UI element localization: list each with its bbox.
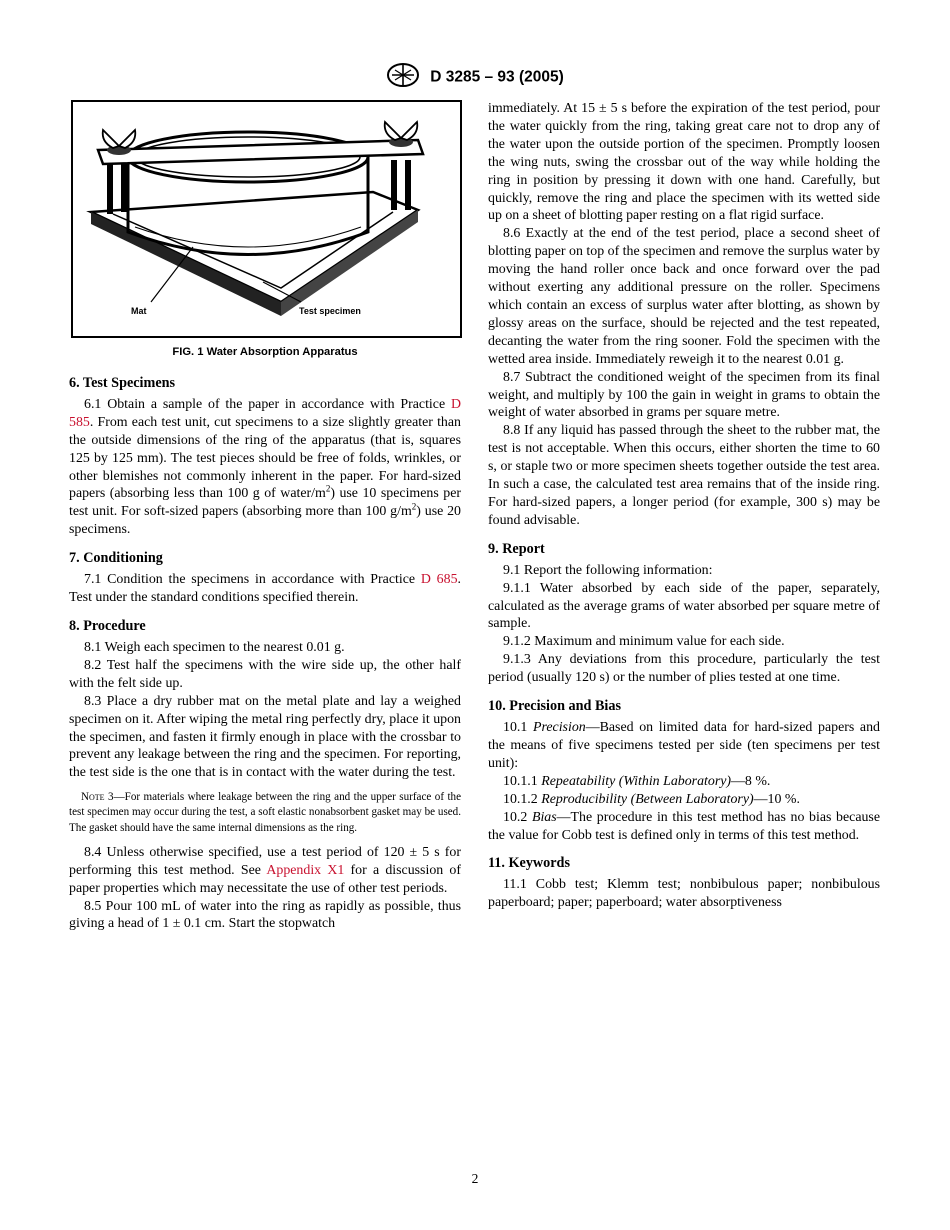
left-wing-nut-icon: [103, 130, 136, 155]
page-header: [0, 62, 950, 93]
right-column: [488, 100, 880, 912]
astm-logo-icon: [386, 62, 420, 93]
d685-link[interactable]: D 685: [420, 572, 458, 588]
paragraph-9-1-2: 9.1.2 Maximum and minimum value for each side.: [503, 634, 785, 650]
d585-link[interactable]: D 585: [69, 396, 461, 430]
paragraph-8-1: 8.1 Weigh each specimen to the nearest 0.01 g.: [84, 639, 345, 655]
right-wing-nut-icon: [385, 122, 418, 147]
paragraph-8-2: 8.2 Test half the specimens with the wire side up, the other half with the felt side up.: [69, 657, 461, 691]
paragraph-8-3: 8.3 Place a dry rubber mat on the metal plate and lay a weighed specimen on it. After wiping the metal ring perfectly dry, place it upon the specimen, and fasten it firmly enough in place with the crossbar to prevent any leakage between the ring and the specimen. For reporting, the test side is the one that is in contact with the water during the test.: [69, 693, 461, 781]
water-absorption-apparatus-illustration: [73, 102, 460, 336]
section-6-heading: 6. Test Specimens: [69, 374, 176, 391]
section-8-heading: 8. Procedure: [69, 617, 146, 634]
mat-label: Mat: [131, 306, 147, 316]
figure-caption: FIG. 1 Water Absorption Apparatus: [172, 346, 358, 358]
paragraph-9-1: 9.1 Report the following information:: [503, 562, 713, 578]
paragraph-11-1: 11.1 Cobb test; Klemm test; nonbibulous paper; nonbibulous paperboard; paper; paperboard; water absorptiveness: [488, 877, 880, 911]
page-number: 2: [471, 1171, 479, 1186]
paragraph-8-8: 8.8 If any liquid has passed through the sheet to the rubber mat, the test is not acceptable. When this occurs, either shorten the time to 60 s, or staple two or more specimen sheets together outside the test area. In such a case, the calculated test area remains that of the inside ring. For hard-sized papers, a longer period (for example, 300 s) may be found advisable.: [488, 423, 880, 528]
apparatus-figure: [71, 100, 462, 338]
appendix-x1-link[interactable]: Appendix X1: [266, 862, 345, 878]
section-10-heading: 10. Precision and Bias: [488, 698, 621, 715]
left-column: [69, 100, 461, 933]
test-specimen-label: Test specimen: [299, 306, 361, 316]
paragraph-10-1-2: 10.1.2 Reproducibility (Between Laboratory)—10 %.: [503, 791, 800, 807]
section-7-heading: 7. Conditioning: [69, 550, 163, 567]
paragraph-10-1: 10.1 Precision—Based on limited data for hard-sized papers and the means of five specimens tested per side (ten specimens per test unit):: [488, 720, 880, 771]
paragraph-10-1-1: 10.1.1 Repeatability (Within Laboratory)—8 %.: [503, 773, 771, 789]
section-9-heading: 9. Report: [488, 540, 545, 557]
document-number: D 3285 – 93 (2005): [430, 68, 564, 86]
paragraph-7-1: 7.1 Condition the specimens in accordance with Practice D 685. Test under the standard conditions specified therein.: [69, 572, 461, 606]
paragraph-8-6: 8.6 Exactly at the end of the test period, place a second sheet of blotting paper on top of the specimen and remove the surplus water by moving the hand roller once back and once forward over the pad without exerting any additional pressure on the roller. Specimens which contain an excess of surplus water after blotting, as shown by glossy areas on the surface, should be rejected and the test repeated, decanting the water from the ring sooner. Fold the specimen with the wetted area inside. Immediately reweigh it to the nearest 0.01 g.: [488, 226, 880, 367]
paragraph-8-4: 8.4 Unless otherwise specified, use a test period of 120 ± 5 s for performing this test method. See Appendix X1 for a discussion of paper properties which may necessitate the use of other test periods.: [69, 844, 461, 896]
paragraph-10-2: 10.2 Bias—The procedure in this test method has no bias because the value for Cobb test is defined only in terms of this test method.: [488, 809, 880, 843]
paragraph-8-5-continued: immediately. At 15 ± 5 s before the expiration of the test period, pour the water quickly from the ring, taking great care not to drop any of the water upon the outside portion of the specimen. Promptly loosen the wing nuts, swing the crossbar out of the way while holding the ring in position by pressing it down with one hand. Carefully, but quickly, remove the ring and place the specimen with its wetted side up on a sheet of blotting paper resting on a flat rigid surface.: [488, 101, 880, 224]
paragraph-6-1: 6.1 Obtain a sample of the paper in accordance with Practice D 585. From each test unit, cut specimens to a size slightly greater than the outside dimensions of the ring of the apparatus (that is, squares 125 by 125 mm). The test pieces should be free of folds, wrinkles, or other blemishes not commonly inherent in the paper. For hard-sized papers (absorbing less than 100 g of water/$m^2$) use 10 specimens per test unit. For soft-sized papers (absorbing more than 100 $g/m^2$) use 20 specimens.: [69, 396, 461, 538]
paragraph-9-1-3: 9.1.3 Any deviations from this procedure, particularly the test period (usually 120 s) or the number of plies tested at one time.: [488, 652, 880, 686]
paragraph-8-7: 8.7 Subtract the conditioned weight of the specimen from its final weight, and multiply by 100 the gain in weight in grams to obtain the weight of water absorbed in grams per square metre.: [488, 369, 880, 421]
paragraph-8-5: 8.5 Pour 100 mL of water into the ring as rapidly as possible, thus giving a head of 1 ± 0.1 cm. Start the stopwatch: [69, 898, 461, 932]
note-3: Note 3—For materials where leakage between the ring and the upper surface of the test specimen may occur during the test, a soft elastic nonabsorbent gasket may be used. The gasket should have the same internal dimensions as the ring.: [69, 791, 462, 834]
section-11-heading: 11. Keywords: [488, 855, 570, 872]
paragraph-9-1-1: 9.1.1 Water absorbed by each side of the paper, separately, calculated as the average grams of water absorbed per square metre of sample.: [488, 580, 880, 632]
